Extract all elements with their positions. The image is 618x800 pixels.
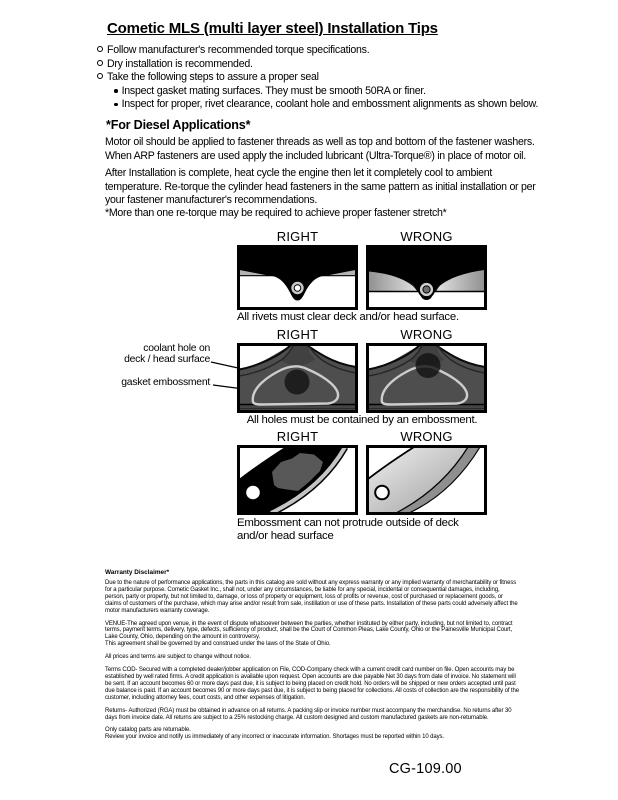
warranty-disclaimer-body	[105, 580, 520, 747]
tip-text: Follow manufacturer's recommended torque specifications.	[107, 44, 370, 56]
warranty-disclaimer-heading: Warranty Disclaimer*	[105, 569, 170, 576]
hole-embossment-wrong-diagram	[366, 343, 487, 413]
open-bullet-icon	[97, 46, 103, 52]
list-item	[114, 98, 567, 112]
disclaimer-paragraph: Returns- Authorized (RGA) must be obtained in advance on all returns. A packing slip or invoice number must accompany the merchandise. No returns after 30 days from invoice date. All returns are subject to a 25% restocking charge. All custom designed and custom manufactured gaskets are non-returnable.	[105, 707, 512, 721]
disclaimer-paragraph: Only catalog parts are returnable.	[105, 727, 191, 734]
list-item	[97, 58, 567, 72]
coolant-hole-callout	[18, 343, 210, 366]
disclaimer-paragraph: Terms COD- Secured with a completed dealer/jobber application on File, COD-Company check with a current credit card number on file. Open accounts may be established by well rated firms. A credit application is available upon request. Open accounts are due payable Net 30 days from date of invoice. No statement will be sent. If an account becomes 60 or more days past due, it is subject to being placed on credit hold. No orders will be shipped or new orders accepted until past due balance is paid. If an account becomes 90 or more days past due, it is subject to being placed for collections. All costs of collection are the responsibility of the customer, including attorney fees, court costs, and other expenses of litigation.	[105, 667, 520, 701]
row3-caption	[237, 517, 459, 542]
caption-line: Embossment can not protrude outside of deck	[237, 517, 459, 529]
disclaimer-paragraph: This agreement shall be governed by and construed under the laws of the State of Ohio.	[105, 641, 331, 648]
retorque-note: *More than one re-torque may be required to achieve proper fastener stretch*	[105, 207, 447, 219]
row1-right-label: RIGHT	[276, 229, 319, 244]
disclaimer-paragraph: VENUE-The agreed upon venue, in the event of dispute whatsoever between the parties, whether instituted by either party, including, but not limited to, contract terms, payment terms, delivery, type, defects, sufficiency of product, shall be the Court of Common Pleas, Lake County, Ohio or the Painesville Municipal Court, Lake County, Ohio, depending on the amount in controversy.	[105, 620, 513, 641]
callout-line: coolant hole on	[143, 343, 210, 354]
diesel-section-heading: *For Diesel Applications*	[106, 118, 251, 132]
diesel-paragraph-1: Motor oil should be applied to fastener threads as well as top and bottom of the fastener washers. When ARP fasteners are used apply the included lubricant (Ultra-Torque®) in place of motor oil.	[105, 136, 535, 162]
list-item	[97, 44, 567, 58]
list-item	[114, 85, 567, 99]
open-bullet-icon	[97, 60, 103, 66]
row3-right-label: RIGHT	[276, 429, 319, 444]
disclaimer-paragraph: Review your invoice and notify us immediately of any incorrect or inaccurate information. Shortages must be reported within 10 days.	[105, 734, 444, 741]
callout-line: gasket embossment	[121, 377, 210, 388]
row1-caption: All rivets must clear deck and/or head surface.	[237, 311, 459, 323]
row3-wrong-label: WRONG	[400, 429, 453, 444]
filled-bullet-icon	[114, 89, 118, 93]
tip-text: Inspect for proper, rivet clearance, coolant hole and embossment alignments as shown below.	[121, 98, 539, 111]
catalog-page-code: CG-109.00	[389, 761, 462, 777]
tip-text: Take the following steps to assure a proper seal	[107, 71, 319, 84]
gasket-embossment-callout	[18, 377, 210, 388]
filled-bullet-icon	[114, 103, 118, 107]
tip-text: Inspect gasket mating surfaces. They must be smooth 50RA or finer.	[121, 84, 426, 97]
hole-embossment-right-diagram	[237, 343, 358, 413]
disclaimer-paragraph: Due to the nature of performance applications, the parts in this catalog are sold without any express warranty or any implied warranty of merchantability or fitness for a particular purpose. Cometic Gasket Inc., shall not, under any circumstances, be liable for any special, incidental or consequential damages, including, person, party or property, but not limited to, damage, or loss of property or equipment, loss of profits or revenue, cost of purchased or replacement goods, or claims of customers of the purchase, which may arise and/or result from sale, instillation or use of these parts. Installation of these parts could adversely affect the motor manufacturers warranty coverage.	[105, 580, 518, 614]
tip-text: Dry installation is recommended.	[107, 57, 253, 70]
callout-line: deck / head surface	[124, 354, 210, 366]
diesel-paragraph-2: After Installation is complete, heat cycle the engine then let it completely cool to ambient temperature. Re-torque the cylinder head fasteners in the same pattern as initial installation or per your fastener manufacturer's recommendations.	[105, 167, 536, 207]
row2-wrong-label: WRONG	[400, 327, 453, 342]
protrusion-wrong-diagram	[366, 445, 487, 515]
caption-line: and/or head surface	[237, 529, 334, 542]
row2-caption: All holes must be contained by an embossment.	[246, 414, 478, 426]
rivet-clearance-right-diagram	[237, 245, 358, 310]
list-item	[97, 71, 567, 85]
row1-wrong-label: WRONG	[400, 229, 453, 244]
open-bullet-icon	[97, 73, 103, 79]
page-title: Cometic MLS (multi layer steel) Installation Tips	[107, 20, 438, 37]
row2-right-label: RIGHT	[276, 327, 319, 342]
rivet-clearance-wrong-diagram	[366, 245, 487, 310]
protrusion-right-diagram	[237, 445, 358, 515]
disclaimer-paragraph: All prices and terms are subject to change without notice.	[105, 654, 251, 661]
installation-tips-list	[97, 44, 567, 112]
